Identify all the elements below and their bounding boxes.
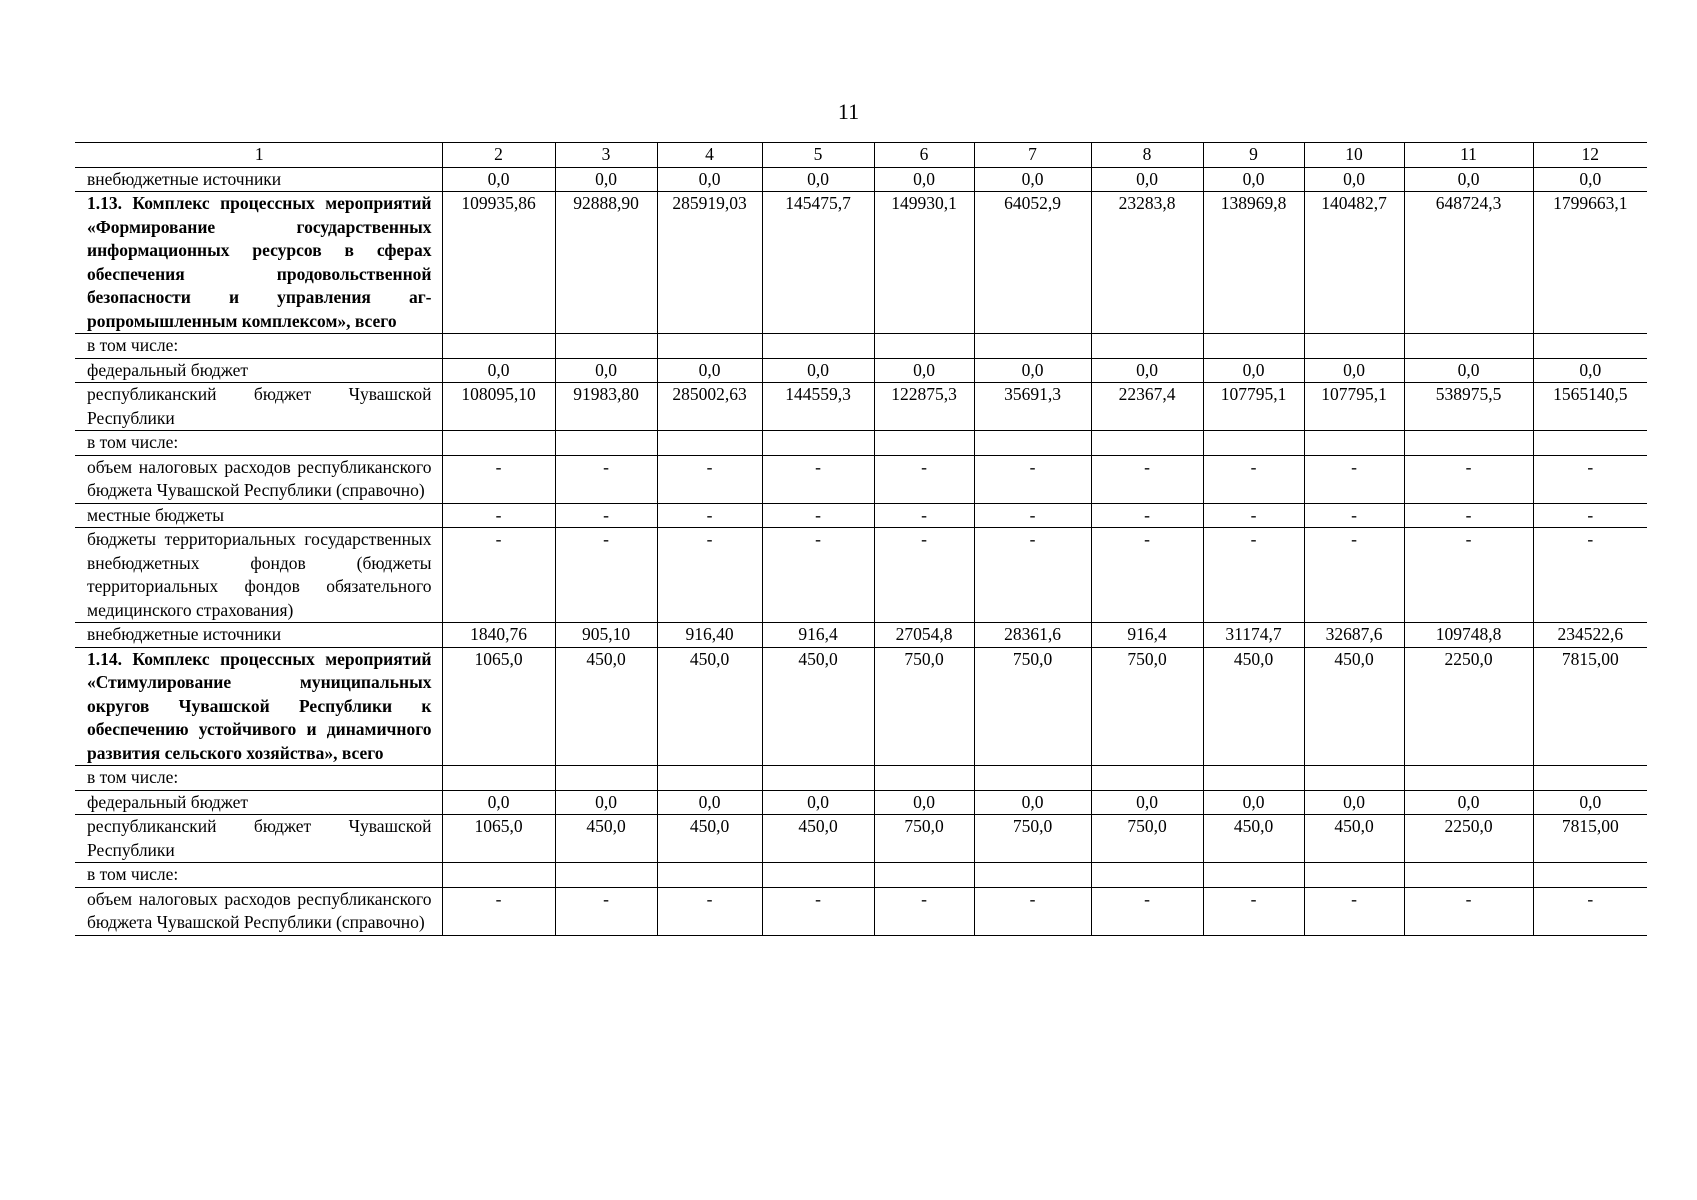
row-label: 1.14. Комплекс процессных мероприятий «Стимулирование муниципальных округов Чувашской Республики к обеспечению устойчивого и динамичного развития сельского хозяйства», всего [75,647,442,766]
row-value: 0,0 [762,358,874,383]
row-value: - [1304,503,1404,528]
row-value [1404,863,1533,888]
row-value: - [1533,528,1647,623]
row-value [762,334,874,359]
table-row [75,790,1647,815]
row-value [874,863,974,888]
row-value: - [555,503,657,528]
row-label: 1.13. Комплекс процессных мероприятий «Формирование государственных информационных ресурсов в сферах обеспечения продовольственной безопасности и управления агропромышленным комплексом», всего [75,192,442,334]
table-row [75,455,1647,503]
row-value: 0,0 [442,167,555,192]
row-value [1091,334,1203,359]
row-label: внебюджетные источники [75,167,442,192]
row-value [762,431,874,456]
row-value [762,766,874,791]
row-value: 0,0 [657,167,762,192]
row-value: - [1404,887,1533,935]
row-label: республиканский бюджет Чувашской Республики [75,815,442,863]
page-number: 11 [837,99,860,124]
row-value: 0,0 [1533,167,1647,192]
row-value: 107795,1 [1203,383,1304,431]
row-value [555,431,657,456]
row-label: местные бюджеты [75,503,442,528]
row-label: в том числе: [75,334,442,359]
row-value: 0,0 [1533,358,1647,383]
row-value: 450,0 [555,815,657,863]
row-value: - [1404,528,1533,623]
row-value: - [1091,455,1203,503]
row-value: 450,0 [1304,647,1404,766]
table-row [75,358,1647,383]
row-value: 107795,1 [1304,383,1404,431]
row-value: 149930,1 [874,192,974,334]
row-value: 0,0 [1404,790,1533,815]
row-value: 648724,3 [1404,192,1533,334]
row-value: 0,0 [1404,358,1533,383]
row-value: 0,0 [1533,790,1647,815]
row-value: - [874,528,974,623]
row-value [657,766,762,791]
row-value [442,334,555,359]
row-value: 916,40 [657,623,762,648]
row-value [1091,766,1203,791]
row-value: 140482,7 [1304,192,1404,334]
row-value: 750,0 [874,815,974,863]
row-value: 0,0 [1203,167,1304,192]
row-value [762,863,874,888]
row-value [1304,766,1404,791]
column-header-11: 11 [1404,143,1533,168]
row-value: 1840,76 [442,623,555,648]
row-value [1304,334,1404,359]
row-value: - [555,455,657,503]
row-value: 144559,3 [762,383,874,431]
row-label: внебюджетные источники [75,623,442,648]
row-value [657,334,762,359]
row-value [555,334,657,359]
row-value: - [555,887,657,935]
row-value: - [874,503,974,528]
row-value: - [1533,503,1647,528]
row-value: 0,0 [1091,167,1203,192]
row-value: - [974,887,1091,935]
row-value: 0,0 [974,790,1091,815]
row-value: 0,0 [1304,358,1404,383]
table-body [75,143,1647,936]
column-header-8: 8 [1091,143,1203,168]
row-value: 23283,8 [1091,192,1203,334]
row-value: 0,0 [1203,790,1304,815]
row-value: 91983,80 [555,383,657,431]
row-value [974,431,1091,456]
row-value: 450,0 [555,647,657,766]
row-value: 750,0 [974,647,1091,766]
row-value: - [762,503,874,528]
row-value: - [1533,887,1647,935]
row-value [1533,766,1647,791]
row-value: 31174,7 [1203,623,1304,648]
row-value: 64052,9 [974,192,1091,334]
column-header-4: 4 [657,143,762,168]
row-value: 2250,0 [1404,647,1533,766]
row-value: 0,0 [1091,358,1203,383]
table-row [75,623,1647,648]
column-header-5: 5 [762,143,874,168]
row-value: - [1091,503,1203,528]
row-value: 32687,6 [1304,623,1404,648]
row-value [1203,431,1304,456]
row-value: 0,0 [974,167,1091,192]
row-value: 0,0 [1203,358,1304,383]
column-header-10: 10 [1304,143,1404,168]
row-label: федеральный бюджет [75,790,442,815]
row-value [974,863,1091,888]
row-value: 750,0 [1091,815,1203,863]
row-value: 750,0 [1091,647,1203,766]
table-row [75,647,1647,766]
row-value: 35691,3 [974,383,1091,431]
row-value [555,766,657,791]
row-value [442,431,555,456]
row-value: 750,0 [974,815,1091,863]
row-label: федеральный бюджет [75,358,442,383]
row-value: 7815,00 [1533,647,1647,766]
row-value: - [874,455,974,503]
column-header-3: 3 [555,143,657,168]
row-value: - [1203,455,1304,503]
row-value: 145475,7 [762,192,874,334]
row-value: 0,0 [762,790,874,815]
row-value: - [442,887,555,935]
row-value [874,431,974,456]
column-header-2: 2 [442,143,555,168]
row-value: 285919,03 [657,192,762,334]
table-row [75,192,1647,334]
row-value: 905,10 [555,623,657,648]
row-value: 0,0 [657,358,762,383]
row-value: - [555,528,657,623]
table-row [75,383,1647,431]
table-row [75,863,1647,888]
row-value: 108095,10 [442,383,555,431]
row-value: - [762,455,874,503]
table-row [75,528,1647,623]
table-row [75,167,1647,192]
row-value: - [974,503,1091,528]
row-value [974,766,1091,791]
row-value: 122875,3 [874,383,974,431]
row-value [1404,431,1533,456]
row-value: 916,4 [1091,623,1203,648]
row-value [974,334,1091,359]
row-value: 27054,8 [874,623,974,648]
row-value [1404,334,1533,359]
row-value: - [974,455,1091,503]
row-value [1091,431,1203,456]
row-value: 450,0 [1304,815,1404,863]
row-value [1203,334,1304,359]
table-row [75,334,1647,359]
row-label: в том числе: [75,431,442,456]
row-value: 2250,0 [1404,815,1533,863]
row-label: бюджеты территориальных государственных внебюджетных фондов (бюджеты территориальных фондов обязательного медицинского страхования) [75,528,442,623]
row-value: 0,0 [555,790,657,815]
row-value: 0,0 [1304,790,1404,815]
row-value [1533,334,1647,359]
row-value: - [442,528,555,623]
row-value: 0,0 [762,167,874,192]
row-value: 1065,0 [442,647,555,766]
row-value: 0,0 [1404,167,1533,192]
row-value: - [1304,455,1404,503]
row-value: 1799663,1 [1533,192,1647,334]
row-value [442,863,555,888]
row-value: - [1304,528,1404,623]
row-value: - [1304,887,1404,935]
row-value: 450,0 [1203,815,1304,863]
row-value: 28361,6 [974,623,1091,648]
row-value: 0,0 [974,358,1091,383]
row-value [1304,431,1404,456]
row-value: - [762,887,874,935]
row-label: в том числе: [75,863,442,888]
row-value: - [1203,887,1304,935]
column-header-12: 12 [1533,143,1647,168]
row-value: 0,0 [874,167,974,192]
row-value: - [1404,503,1533,528]
row-value: 450,0 [657,647,762,766]
row-value: 109748,8 [1404,623,1533,648]
row-value: 450,0 [657,815,762,863]
row-label: объем налоговых расходов республиканского бюджета Чувашской Республики (справочно) [75,887,442,935]
row-value: 538975,5 [1404,383,1533,431]
row-value [874,766,974,791]
row-value [1203,863,1304,888]
row-value: - [1203,503,1304,528]
row-value: 750,0 [874,647,974,766]
row-value: 0,0 [555,167,657,192]
row-value: - [657,503,762,528]
row-value: 234522,6 [1533,623,1647,648]
row-value: 0,0 [874,358,974,383]
column-header-9: 9 [1203,143,1304,168]
row-value: - [442,455,555,503]
row-value: 916,4 [762,623,874,648]
row-label: республиканский бюджет Чувашской Республики [75,383,442,431]
column-header-1: 1 [75,143,442,168]
row-label: объем налоговых расходов республиканского бюджета Чувашской Республики (справочно) [75,455,442,503]
row-value: - [1203,528,1304,623]
row-value: 1565140,5 [1533,383,1647,431]
row-value: 109935,86 [442,192,555,334]
row-value: 7815,00 [1533,815,1647,863]
row-value: - [1404,455,1533,503]
row-value: - [1533,455,1647,503]
row-label: в том числе: [75,766,442,791]
table-row [75,766,1647,791]
row-value: - [657,528,762,623]
row-value: 450,0 [1203,647,1304,766]
row-value: 138969,8 [1203,192,1304,334]
row-value: 0,0 [1091,790,1203,815]
column-header-7: 7 [974,143,1091,168]
row-value: - [657,887,762,935]
table-row [75,431,1647,456]
row-value: 0,0 [442,358,555,383]
row-value [1533,863,1647,888]
row-value: 0,0 [442,790,555,815]
row-value: - [762,528,874,623]
row-value: - [1091,887,1203,935]
row-value [442,766,555,791]
row-value [657,863,762,888]
row-value: 1065,0 [442,815,555,863]
row-value: 0,0 [874,790,974,815]
row-value [555,863,657,888]
column-header-6: 6 [874,143,974,168]
row-value: 450,0 [762,815,874,863]
row-value [1091,863,1203,888]
table-row [75,887,1647,935]
row-value: - [442,503,555,528]
row-value [1533,431,1647,456]
table-row [75,815,1647,863]
row-value: 0,0 [1304,167,1404,192]
table-row [75,503,1647,528]
header-row [75,143,1647,168]
row-value: 0,0 [657,790,762,815]
row-value [657,431,762,456]
row-value: - [657,455,762,503]
row-value: - [974,528,1091,623]
row-value [1404,766,1533,791]
row-value [1304,863,1404,888]
row-value [874,334,974,359]
row-value: - [874,887,974,935]
budget-table [75,142,1647,936]
row-value [1203,766,1304,791]
row-value: 92888,90 [555,192,657,334]
row-value: - [1091,528,1203,623]
row-value: 285002,63 [657,383,762,431]
row-value: 450,0 [762,647,874,766]
row-value: 0,0 [555,358,657,383]
row-value: 22367,4 [1091,383,1203,431]
